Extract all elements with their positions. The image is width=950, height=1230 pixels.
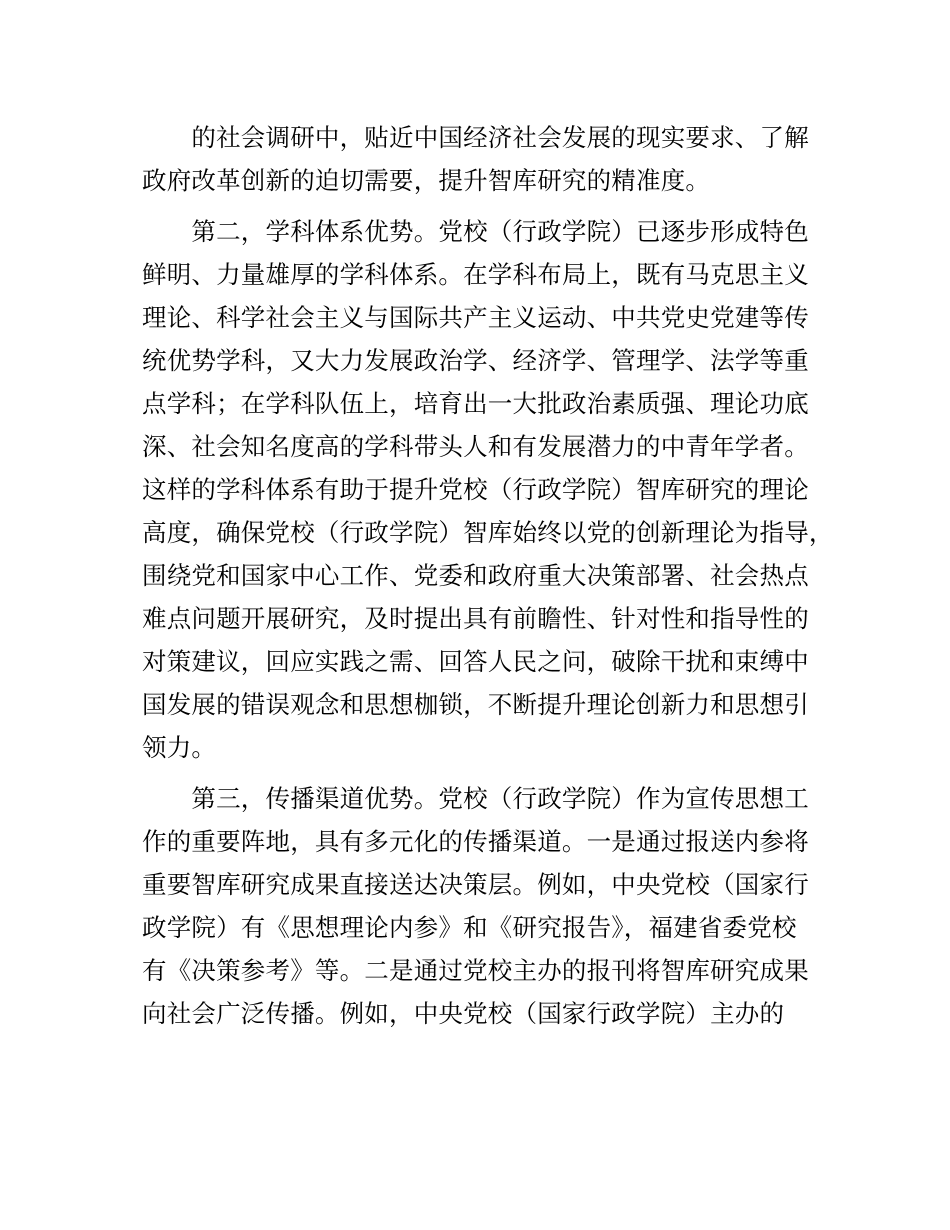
text-line: 难点问题开展研究，及时提出具有前瞻性、针对性和指导性的 [142,604,809,633]
text-line: 领力。 [142,733,217,762]
text-line: 围绕党和国家中心工作、党委和政府重大决策部署、社会热点 [142,561,809,590]
text-line: 向社会广泛传播。例如，中央党校（国家行政学院）主办的 [142,999,785,1028]
text-line: 第二，学科体系优势。党校（行政学院）已逐步形成特色 [142,217,809,246]
text-line: 点学科；在学科队伍上，培育出一大批政治素质强、理论功底 [142,389,809,418]
paragraph-third-point [142,777,862,1035]
text-line: 深、社会知名度高的学科带头人和有发展潜力的中青年学者。 [142,432,809,461]
text-line: 政学院）有《思想理论内参》和《研究报告》，福建省委党校 [142,913,797,942]
text-line: 作的重要阵地，具有多元化的传播渠道。一是通过报送内参将 [142,827,809,856]
text-line: 鲜明、力量雄厚的学科体系。在学科布局上，既有马克思主义 [142,260,809,289]
text-line: 理论、科学社会主义与国际共产主义运动、中共党史党建等传 [142,303,809,332]
paragraph-second-point [142,210,862,769]
text-line: 高度，确保党校（行政学院）智库始终以党的创新理论为指导， [142,518,834,547]
text-line: 政府改革创新的迫切需要，提升智库研究的精准度。 [142,166,711,195]
paragraph-gap [142,769,862,777]
paragraph-gap [142,202,862,210]
text-line: 有《决策参考》等。二是通过党校主办的报刊将智库研究成果 [142,956,809,985]
text-line: 第三，传播渠道优势。党校（行政学院）作为宣传思想工 [142,784,809,813]
text-line: 对策建议，回应实践之需、回答人民之问，破除干扰和束缚中 [142,647,809,676]
text-line: 重要智库研究成果直接送达决策层。例如，中央党校（国家行 [142,870,809,899]
paragraph-continuation [142,116,862,202]
text-line: 统优势学科，又大力发展政治学、经济学、管理学、法学等重 [142,346,809,375]
text-line: 这样的学科体系有助于提升党校（行政学院）智库研究的理论 [142,475,809,504]
body-text [142,116,862,1035]
text-line: 国发展的错误观念和思想枷锁，不断提升理论创新力和思想引 [142,690,809,719]
text-line: 的社会调研中，贴近中国经济社会发展的现实要求、了解 [142,123,809,152]
